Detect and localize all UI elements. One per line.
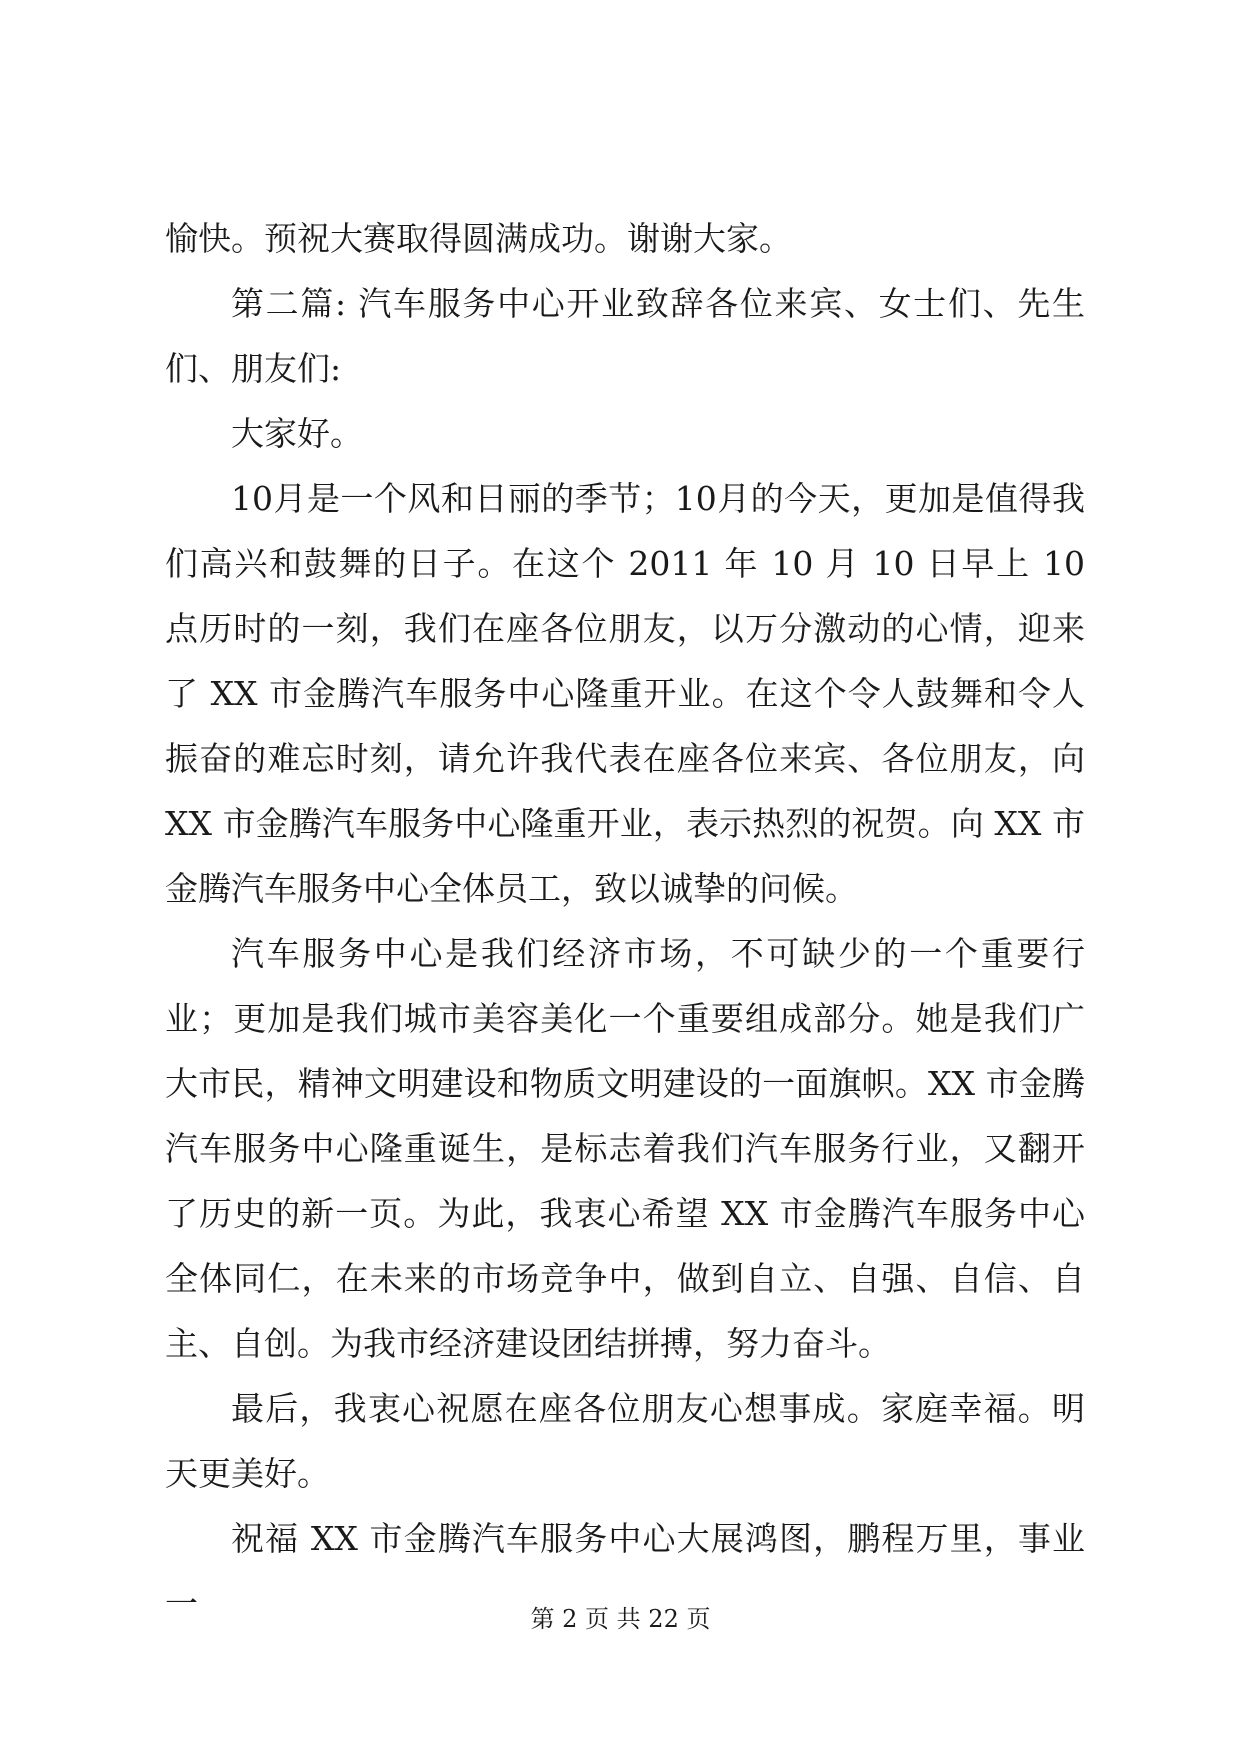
paragraph-5: 汽车服务中心是我们经济市场，不可缺少的一个重要行业；更加是我们城市美容美化一个重要组成部分。她是我们广大市民，精神文明建设和物质文明建设的一面旗帜。XX 市金腾汽车服务中心隆重诞生，是标志着我们汽车服务行业，又翻开了历史的新一页。为此，我衷心希望 XX 市金腾汽车服务中心全体同仁，在未来的市场竞争中，做到自立、自强、自信、自主、自创。为我市经济建设团结拼搏，努力奋斗。 (165, 934, 1085, 1363)
document-body (165, 206, 1085, 1636)
paragraph-3: 大家好。 (231, 414, 363, 453)
page-footer (0, 1604, 1241, 1634)
paragraph-4: 10月是一个风和日丽的季节；10月的今天，更加是值得我们高兴和鼓舞的日子。在这个 2011 年 10 月 10 日早上 10 点历时的一刻，我们在座各位朋友，以万分激动的心情，迎来了 XX 市金腾汽车服务中心隆重开业。在这个令人鼓舞和令人振奋的难忘时刻，请允许我代表在座各位来宾、各位朋友，向 XX 市金腾汽车服务中心隆重开业，表示热烈的祝贺。向 XX 市金腾汽车服务中心全体员工，致以诚挚的问候。 (165, 479, 1085, 908)
paragraph-7: 祝福 XX 市金腾汽车服务中心大展鸿图，鹏程万里，事业一 (165, 1519, 1085, 1623)
page-number-label: 第 2 页 共 22 页 (530, 1605, 711, 1633)
paragraph-1: 愉快。预祝大赛取得圆满成功。谢谢大家。 (165, 219, 792, 258)
paragraph-6: 最后，我衷心祝愿在座各位朋友心想事成。家庭幸福。明天更美好。 (165, 1389, 1085, 1493)
paragraph-2: 第二篇: 汽车服务中心开业致辞各位来宾、女士们、先生们、朋友们: (165, 284, 1085, 388)
